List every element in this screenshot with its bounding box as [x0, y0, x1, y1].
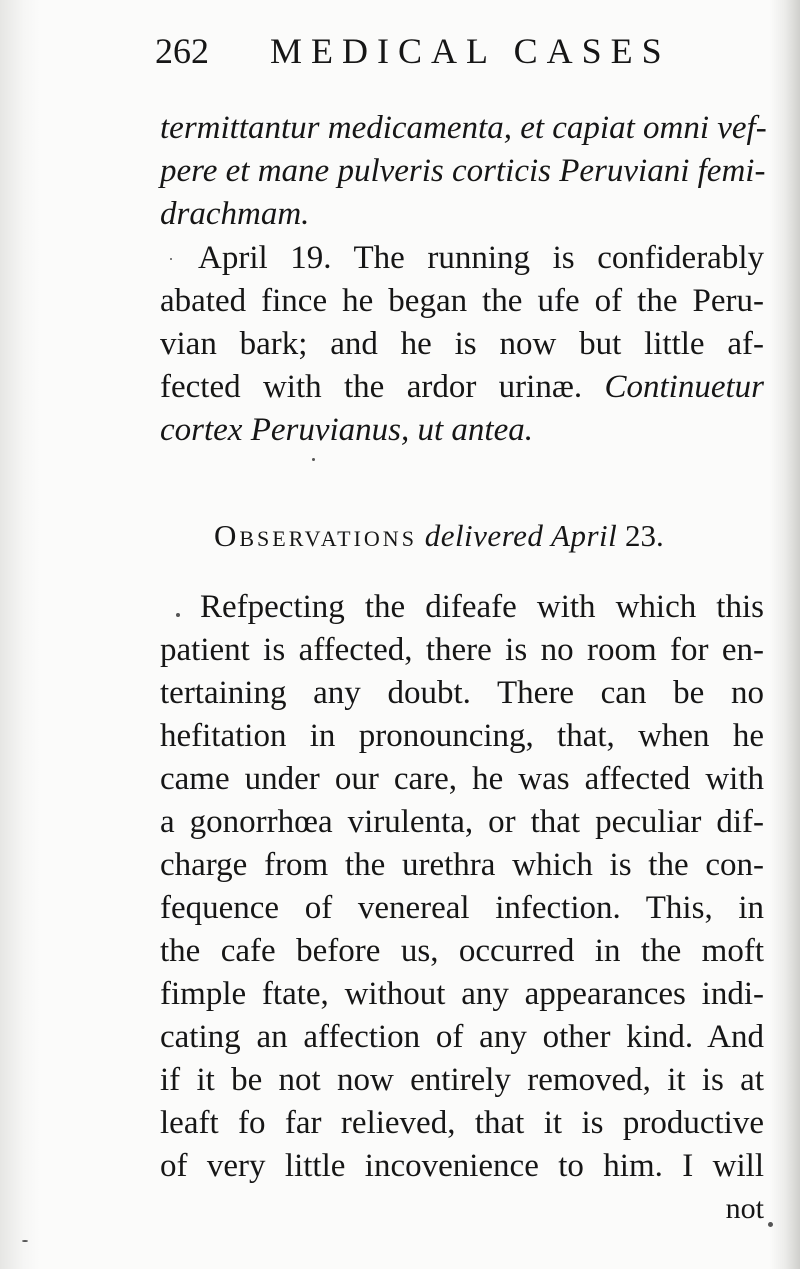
- text-line: of very little incovenience to him. I will: [160, 1148, 764, 1184]
- text-line: hefitation in pronouncing, that, when he: [160, 718, 764, 754]
- text-line: [160, 410, 764, 450]
- page-gutter-shadow: [0, 0, 40, 1269]
- text-fragment-italic: Continuetur: [604, 369, 764, 405]
- text-line: fequence of venereal infection. This, in: [160, 890, 764, 926]
- text-line: if it be not now entirely removed, it is at: [160, 1062, 764, 1098]
- text-line: the cafe before us, occurred in the moft: [160, 933, 764, 969]
- running-title: MEDICAL CASES: [270, 31, 671, 71]
- running-head: [155, 30, 775, 80]
- text-fragment: fected with the ardor urinæ.: [160, 369, 583, 405]
- heading-observations: Observations: [214, 518, 417, 553]
- text-line: leaft fo far relieved, that it is productive: [160, 1105, 764, 1141]
- text-line: vian bark; and he is now but little af-: [160, 326, 764, 362]
- text-line: fimple ftate, without any appearances indi-: [160, 976, 764, 1012]
- text-line: April 19. The running is confiderably: [198, 240, 764, 276]
- text-line: came under our care, he was affected with: [160, 761, 764, 797]
- text-line: charge from the urethra which is the con-: [160, 847, 764, 883]
- text-line: drachmam.: [160, 196, 310, 232]
- heading-delivered: delivered April: [424, 518, 618, 553]
- text-fragment-italic: ut antea.: [417, 412, 533, 448]
- text-line: termittantur medicamenta, et capiat omni vef-: [160, 110, 767, 146]
- text-line: Refpecting the difeafe with which this: [200, 589, 764, 625]
- heading-date: 23.: [625, 518, 664, 553]
- page-number: 262: [155, 31, 209, 71]
- text-fragment-italic: cortex Peruvianus,: [160, 412, 410, 448]
- text-line: tertaining any doubt. There can be no: [160, 675, 764, 711]
- catchword: not: [725, 1192, 764, 1225]
- text-line: pere et mane pulveris corticis Peruviani femi-: [160, 153, 766, 189]
- text-line: cating an affection of any other kind. And: [160, 1019, 764, 1055]
- text-line: abated fince he began the ufe of the Peru-: [160, 283, 764, 319]
- text-line: [160, 367, 764, 407]
- section-heading: [214, 516, 664, 556]
- text-line: a gonorrhœa virulenta, or that peculiar dif-: [160, 804, 764, 840]
- page-edge-shadow: [770, 0, 800, 1269]
- text-line: patient is affected, there is no room for en-: [160, 632, 764, 668]
